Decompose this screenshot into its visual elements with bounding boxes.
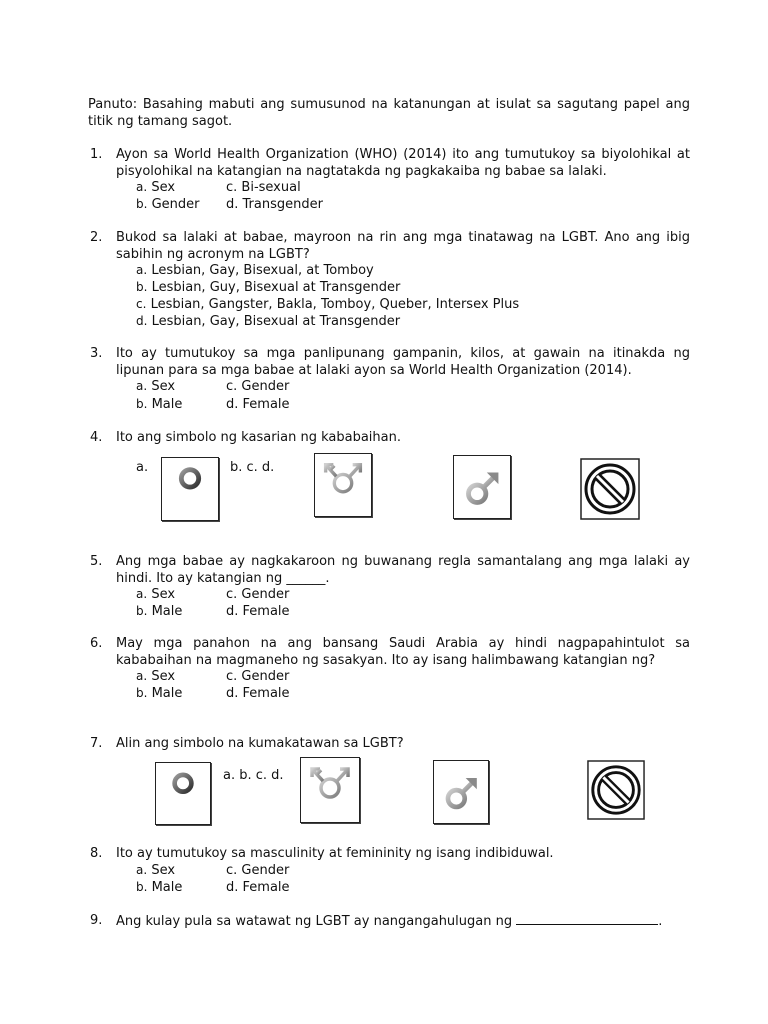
- prohibited-symbol-icon[interactable]: [580, 458, 640, 520]
- option-a-letter: a.: [136, 460, 149, 475]
- option-d[interactable]: d. Transgender: [226, 197, 323, 212]
- transgender-symbol-icon[interactable]: [300, 757, 360, 823]
- option-b[interactable]: b. Male: [136, 686, 183, 701]
- option-c[interactable]: c. Lesbian, Gangster, Bakla, Tomboy, Queber, Intersex Plus: [136, 297, 520, 312]
- prohibited-symbol-icon[interactable]: [587, 760, 645, 820]
- option-c[interactable]: c. Gender: [226, 379, 290, 394]
- question-text: Ito ay tumutukoy sa masculinity at femininity ng isang indibiduwal.: [116, 846, 554, 861]
- question-number: 7.: [90, 736, 103, 751]
- option-d[interactable]: d. Female: [226, 880, 290, 895]
- question-number: 8.: [90, 846, 103, 861]
- question-number: 6.: [90, 636, 103, 651]
- question-text: Ang mga babae ay nagkakaroon ng buwanang regla samantalang ang mga lalaki ay hindi. Ito ay katangian ng ______.: [116, 554, 690, 586]
- question-text: Ito ay tumutukoy sa mga panlipunang gampanin, kilos, at gawain na itinakda ng lipunan para sa mga babae at lalaki ayon sa World Health Organization (2014).: [116, 346, 690, 378]
- question-text: May mga panahon na ang bansang Saudi Arabia ay hindi nagpapahintulot sa kababaihan na magmaneho ng sasakyan. Ito ay isang halimbawang katangian ng?: [116, 636, 690, 668]
- option-b[interactable]: b. Male: [136, 604, 183, 619]
- question-number: 2.: [90, 230, 103, 245]
- question-number: 5.: [90, 554, 103, 569]
- question-text: Bukod sa lalaki at babae, mayroon na rin ang mga tinatawag na LGBT. Ano ang ibig sabihin ng acronym na LGBT?: [116, 230, 690, 262]
- male-symbol-icon[interactable]: [453, 455, 511, 519]
- option-b[interactable]: b. Male: [136, 880, 183, 895]
- option-c[interactable]: c. Gender: [226, 587, 290, 602]
- option-d[interactable]: d. Female: [226, 686, 290, 701]
- option-a[interactable]: a. Sex: [136, 180, 176, 195]
- option-letters: b. c. d.: [230, 460, 275, 475]
- option-d[interactable]: d. Female: [226, 397, 290, 412]
- question-number: 4.: [90, 430, 103, 445]
- female-symbol-icon[interactable]: [161, 457, 219, 521]
- option-letters: a. b. c. d.: [223, 768, 284, 783]
- question-text: Alin ang simbolo na kumakatawan sa LGBT?: [116, 736, 404, 751]
- option-b[interactable]: b. Male: [136, 397, 183, 412]
- option-a[interactable]: a. Lesbian, Gay, Bisexual, at Tomboy: [136, 263, 374, 278]
- answer-blank[interactable]: [516, 912, 658, 925]
- option-c[interactable]: c. Gender: [226, 863, 290, 878]
- question-text: Ang kulay pula sa watawat ng LGBT ay nangangahulugan ng .: [116, 914, 663, 929]
- question-number: 3.: [90, 346, 103, 361]
- option-c[interactable]: c. Bi-sexual: [226, 180, 301, 195]
- question-text: Ayon sa World Health Organization (WHO) (2014) ito ang tumutukoy sa biyolohikal at pisyolohikal na katangian na nagtatakda ng pagkakaiba ng babae sa lalaki.: [116, 147, 690, 179]
- option-b[interactable]: b. Gender: [136, 197, 200, 212]
- option-a[interactable]: a. Sex: [136, 379, 176, 394]
- option-a[interactable]: a. Sex: [136, 669, 176, 684]
- option-d[interactable]: d. Lesbian, Gay, Bisexual at Transgender: [136, 314, 401, 329]
- instructions: Panuto: Basahing mabuti ang sumusunod na katanungan at isulat sa sagutang papel ang titik ng tamang sagot.: [88, 97, 690, 129]
- question-text: Ito ang simbolo ng kasarian ng kababaihan.: [116, 430, 401, 445]
- option-d[interactable]: d. Female: [226, 604, 290, 619]
- female-symbol-icon[interactable]: [155, 762, 211, 825]
- option-c[interactable]: c. Gender: [226, 669, 290, 684]
- male-symbol-icon[interactable]: [433, 760, 489, 824]
- transgender-symbol-icon[interactable]: [314, 453, 372, 517]
- option-a[interactable]: a. Sex: [136, 863, 176, 878]
- question-number: 9.: [90, 913, 103, 928]
- question-number: 1.: [90, 147, 103, 162]
- option-a[interactable]: a. Sex: [136, 587, 176, 602]
- option-b[interactable]: b. Lesbian, Guy, Bisexual at Transgender: [136, 280, 401, 295]
